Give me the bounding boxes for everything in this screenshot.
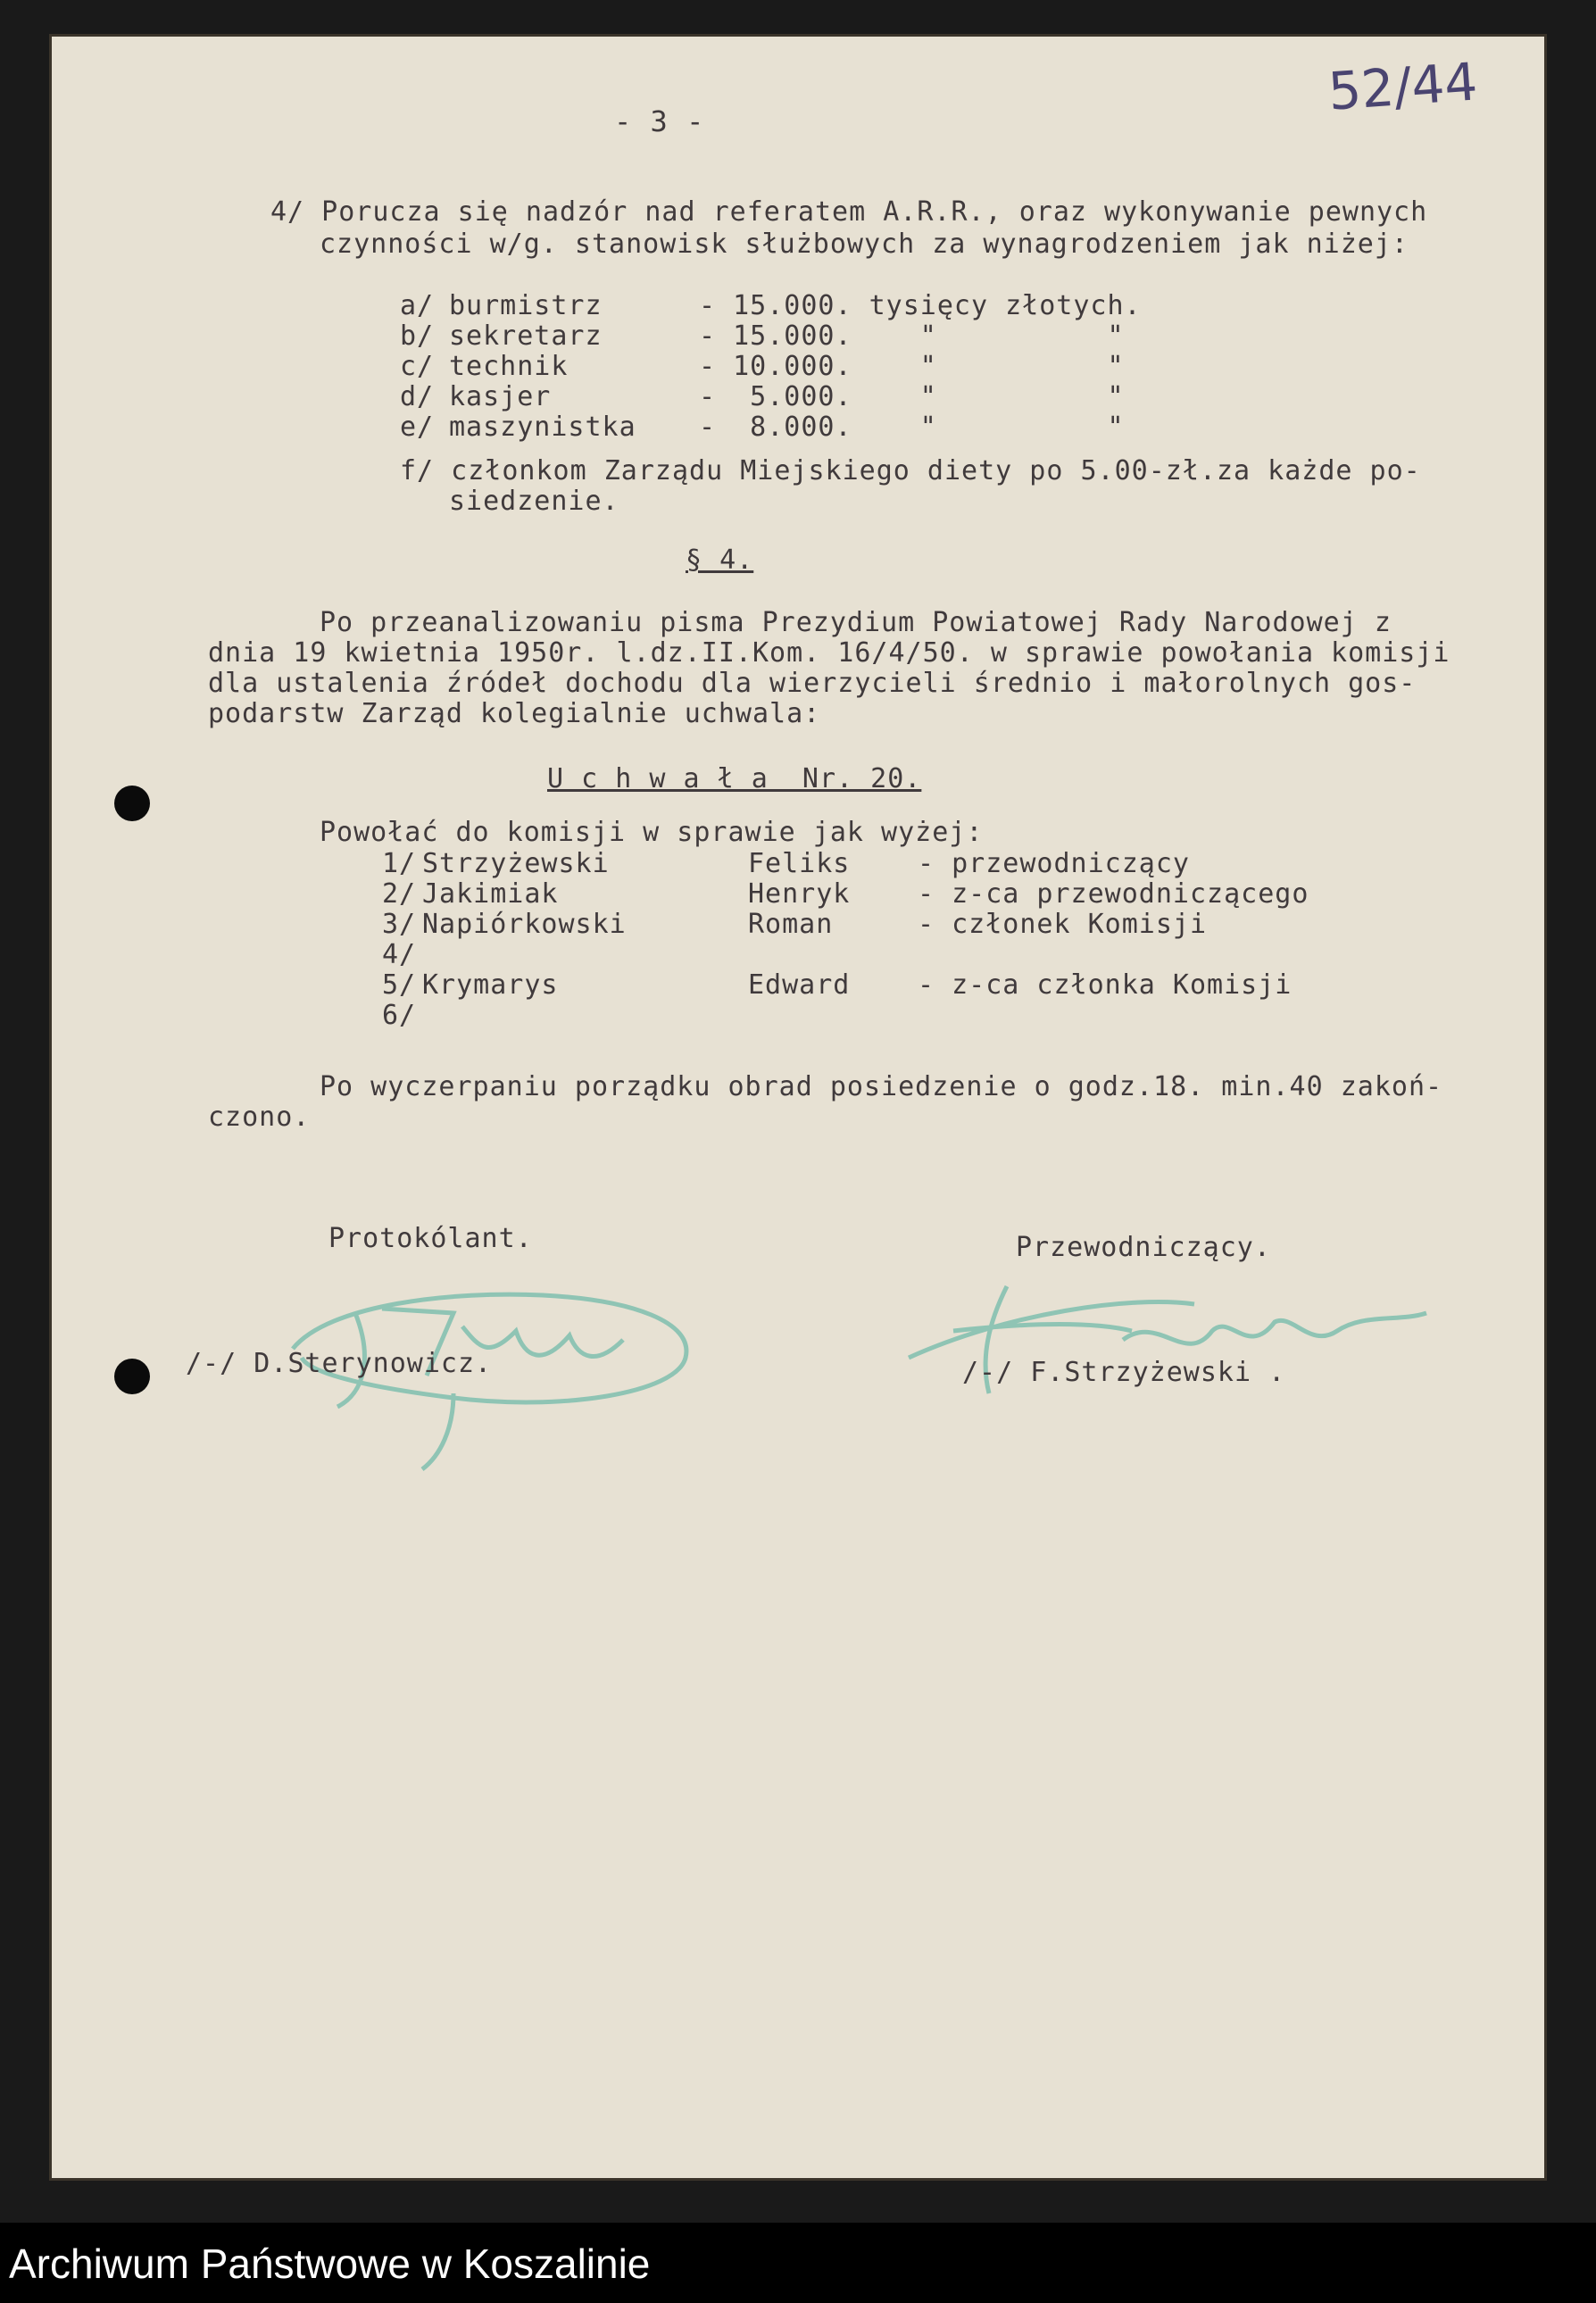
salary-amount: - 5.000. " " [699, 381, 1125, 412]
member-number: 1/ [382, 848, 417, 879]
closing-line1: Po wyczerpaniu porządku obrad posiedzenie o godz.18. min.40 zakoń- [320, 1071, 1443, 1102]
item-f-line1: f/ członkom Zarządu Miejskiego diety po 5.00-zł.za każde po- [400, 455, 1421, 486]
salary-letter: c/ [400, 351, 435, 382]
salary-amount: - 15.000. " " [699, 320, 1125, 352]
member-number: 4/ [382, 939, 417, 970]
member-surname: Strzyżewski [422, 848, 610, 879]
section4-paragraph-line4: podarstw Zarząd kolegialnie uchwala: [208, 698, 821, 729]
salary-letter: b/ [400, 320, 435, 352]
archive-reference-handwritten: 52/44 [1326, 51, 1480, 122]
archive-footer-bar [0, 2223, 1596, 2303]
member-role: - przewodniczący [918, 848, 1190, 879]
salary-role: sekretarz [449, 320, 603, 352]
salary-role: technik [449, 351, 569, 382]
member-number: 5/ [382, 969, 417, 1001]
member-first-name: Edward [748, 969, 851, 1001]
salary-letter: e/ [400, 412, 435, 443]
salary-letter: a/ [400, 290, 435, 321]
protocolist-name: /-/ D.Sterynowicz. [186, 1348, 493, 1379]
archive-name: Archiwum Państwowe w Koszalinie [9, 2241, 651, 2287]
closing-line2: czono. [208, 1102, 311, 1133]
salary-amount: - 15.000. tysięcy złotych. [699, 290, 1142, 321]
chairman-name: /-/ F.Strzyżewski . [962, 1357, 1286, 1388]
section4-paragraph-line2: dnia 19 kwietnia 1950r. l.dz.II.Kom. 16/4/50. w sprawie powołania komisji [208, 637, 1451, 669]
resolution-intro: Powołać do komisji w sprawie jak wyżej: [320, 817, 984, 848]
punch-hole [114, 786, 150, 821]
member-surname: Napiórkowski [422, 909, 627, 940]
punch-hole [114, 1359, 150, 1394]
member-role: - z-ca członka Komisji [918, 969, 1293, 1001]
item4-line2: czynności w/g. stanowisk służbowych za wynagrodzeniem jak niżej: [320, 229, 1409, 260]
member-first-name: Henryk [748, 878, 851, 910]
member-first-name: Roman [748, 909, 834, 940]
salary-letter: d/ [400, 381, 435, 412]
chairman-title: Przewodniczący. [1016, 1232, 1271, 1263]
section4-paragraph-line3: dla ustalenia źródeł dochodu dla wierzycieli średnio i małorolnych gos- [208, 668, 1417, 699]
salary-role: maszynistka [449, 412, 636, 443]
salary-amount: - 8.000. " " [699, 412, 1125, 443]
document-page [49, 34, 1547, 2181]
section4-paragraph-line1: Po przeanalizowaniu pisma Prezydium Powiatowej Rady Narodowej z [320, 607, 1392, 638]
member-number: 2/ [382, 878, 417, 910]
section-heading: § 4. [686, 545, 754, 576]
item-f-line2: siedzenie. [449, 486, 619, 517]
salary-amount: - 10.000. " " [699, 351, 1125, 382]
member-surname: Krymarys [422, 969, 559, 1001]
member-role: - z-ca przewodniczącego [918, 878, 1309, 910]
salary-role: burmistrz [449, 290, 603, 321]
member-number: 6/ [382, 1000, 417, 1031]
member-surname: Jakimiak [422, 878, 559, 910]
salary-role: kasjer [449, 381, 552, 412]
page-number: - 3 - [614, 104, 705, 138]
protocolist-title: Protokólant. [328, 1223, 533, 1254]
chairman-signature [900, 1260, 1453, 1411]
item4-line1: 4/ Porucza się nadzór nad referatem A.R.R., oraz wykonywanie pewnych [270, 196, 1428, 228]
resolution-title: U c h w a ł a Nr. 20. [547, 763, 922, 794]
member-role: - członek Komisji [918, 909, 1208, 940]
member-number: 3/ [382, 909, 417, 940]
member-first-name: Feliks [748, 848, 851, 879]
